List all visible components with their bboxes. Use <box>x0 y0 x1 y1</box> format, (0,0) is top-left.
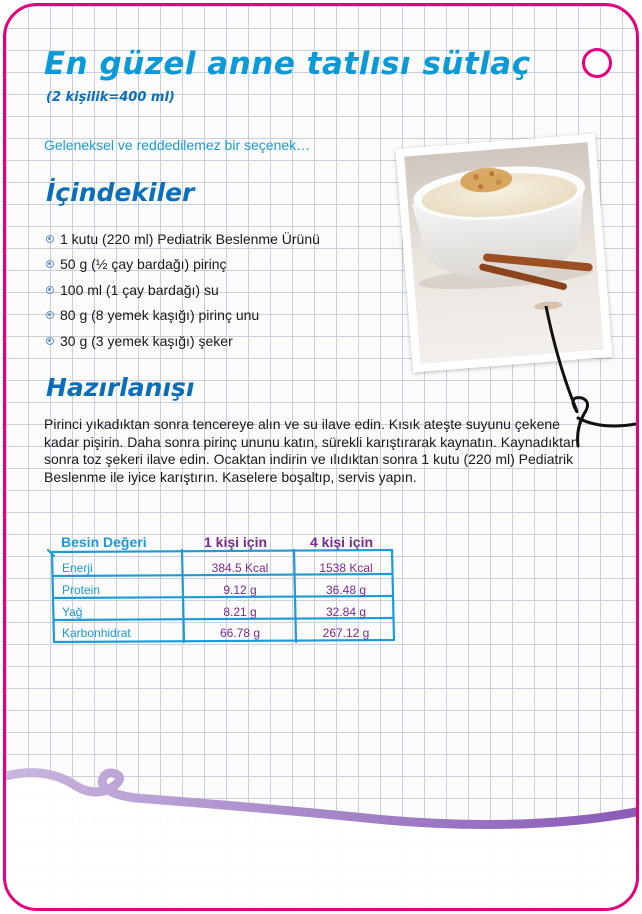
list-item: 50 g (½ çay bardağı) pirinç <box>46 252 320 278</box>
nutrition-cell: 9.12 g <box>223 583 257 597</box>
recipe-card <box>3 3 639 911</box>
nutrition-cell: 384.5 Kcal <box>211 561 269 575</box>
list-item: 1 kutu (220 ml) Pediatrik Beslenme Ürünü <box>46 226 320 252</box>
bullet-icon <box>46 286 54 294</box>
bullet-icon <box>46 311 54 319</box>
ingredients-heading: İçindekiler <box>46 178 195 207</box>
bullet-icon <box>46 337 54 345</box>
nutrition-cell: 8.21 g <box>223 605 257 619</box>
bullet-icon <box>46 235 54 243</box>
preparation-text: Pirinci yıkadıktan sonra tencereye alın ve su ilave edin. Kısık ateşte suyunu çekene kadar pişirin. Daha sonra pirinç ununu katın, sürekli karıştırarak kaynatın. Kaynadıktan sonra toz şekeri ilave edin. Ocaktan indirin ve ılıdıktan sonra 1 kutu (220 ml) Pediatrik Beslenme ile iyice karıştırın. Kaselere boşaltıp, servis yapın. <box>44 416 579 485</box>
nutrition-header-4-person: 4 kişi için <box>310 534 374 550</box>
preparation-heading: Hazırlanışı <box>46 373 195 402</box>
bottom-wave-decoration <box>6 746 636 908</box>
nutrition-header-1-person: 1 kişi için <box>204 534 268 550</box>
bullet-icon <box>46 260 54 268</box>
nutrition-cell: 1538 Kcal <box>319 561 373 575</box>
nutrition-cell: 36.48 g <box>325 583 367 597</box>
list-item: 30 g (3 yemek kaşığı) şeker <box>46 328 320 354</box>
recipe-title: En güzel anne tatlısı sütlaç <box>44 46 531 82</box>
nutrition-header-label: Besin Değeri <box>61 534 147 550</box>
recipe-intro: Geleneksel ve reddedilemez bir seçenek… <box>44 137 311 153</box>
list-item: 100 ml (1 çay bardağı) su <box>46 277 320 303</box>
ingredients-list <box>46 226 320 354</box>
nutrition-cell: 32.84 g <box>325 605 367 619</box>
nutrition-row-label: Protein <box>62 583 101 597</box>
nutrition-row-label: Enerji <box>62 561 93 575</box>
recipe-servings: (2 kişilik=400 ml) <box>46 90 175 105</box>
nutrition-cell: 267.12 g <box>322 626 370 640</box>
card-punch-hole <box>582 48 612 78</box>
nutrition-cell: 66.78 g <box>219 626 261 640</box>
list-item: 80 g (8 yemek kaşığı) pirinç unu <box>46 303 320 329</box>
nutrition-row-label: Karbonhidrat <box>62 626 131 640</box>
nutrition-row-label: Yağ <box>62 605 83 619</box>
